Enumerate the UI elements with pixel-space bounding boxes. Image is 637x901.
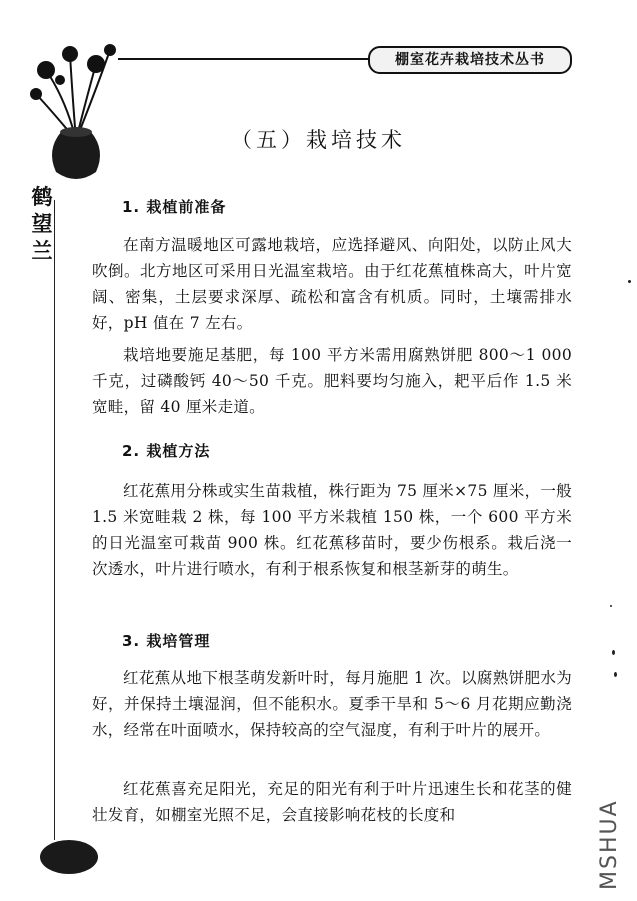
- book-title-char: 望: [31, 211, 53, 236]
- scan-speck: [614, 672, 617, 677]
- section-title: （五）栽培技术: [231, 128, 406, 152]
- flower-vase-icon: [26, 40, 126, 190]
- body-paragraph: 红花蕉从地下根茎萌发新叶时，每月施肥 1 次。以腐熟饼肥水为好，并保持土壤湿润，但不能积水。夏季干旱和 5～6 月花期应勤浇水，经常在叶面喷水，保持较高的空气湿度，有利于叶片的展开。: [92, 669, 572, 739]
- scan-speck: [610, 605, 612, 607]
- subsection-heading: 3. 栽培管理: [122, 632, 211, 650]
- series-title-banner: 棚室花卉栽培技术丛书: [368, 46, 572, 74]
- subsection-heading: 2. 栽植方法: [122, 442, 211, 460]
- book-title-char: 兰: [31, 238, 53, 263]
- body-paragraph: 栽培地要施足基肥，每 100 平方米需用腐熟饼肥 800～1 000 千克，过磷酸钙 40～50 千克。肥料要均匀施入，耙平后作 1.5 米宽畦，留 40 厘米走道。: [92, 346, 572, 416]
- subsection-heading: 1. 栽植前准备: [122, 198, 227, 216]
- page-number-badge: [40, 840, 98, 874]
- body-paragraph: 红花蕉喜充足阳光，充足的阳光有利于叶片迅速生长和花茎的健壮发育，如棚室光照不足，会直接影响花枝的长度和: [92, 780, 572, 824]
- header-rule: [118, 58, 370, 60]
- body-paragraph: 在南方温暖地区可露地栽培，应选择避风、向阳处，以防止风大吹倒。北方地区可采用日光温室栽培。由于红花蕉植株高大，叶片宽阔、密集，土层要求深厚、疏松和富含有机质。同时，土壤需排水好，pH 值在 7 左右。: [92, 236, 572, 332]
- left-margin-rule: [54, 200, 55, 840]
- book-title-char: 鹤: [31, 184, 53, 209]
- scan-speck: [612, 650, 615, 655]
- watermark: MSHUA: [597, 799, 622, 890]
- scan-speck: [628, 280, 631, 283]
- book-title-vertical: [22, 183, 62, 264]
- body-paragraph: 红花蕉用分株或实生苗栽植，株行距为 75 厘米×75 厘米，一般 1.5 米宽畦栽 2 株，每 100 平方米栽植 150 株，一个 600 平方米的日光温室可栽苗 900 株。红花蕉移苗时，要少伤根系。栽后浇一次透水，叶片进行喷水，有利于根系恢复和根茎新芽的萌生。: [92, 482, 572, 578]
